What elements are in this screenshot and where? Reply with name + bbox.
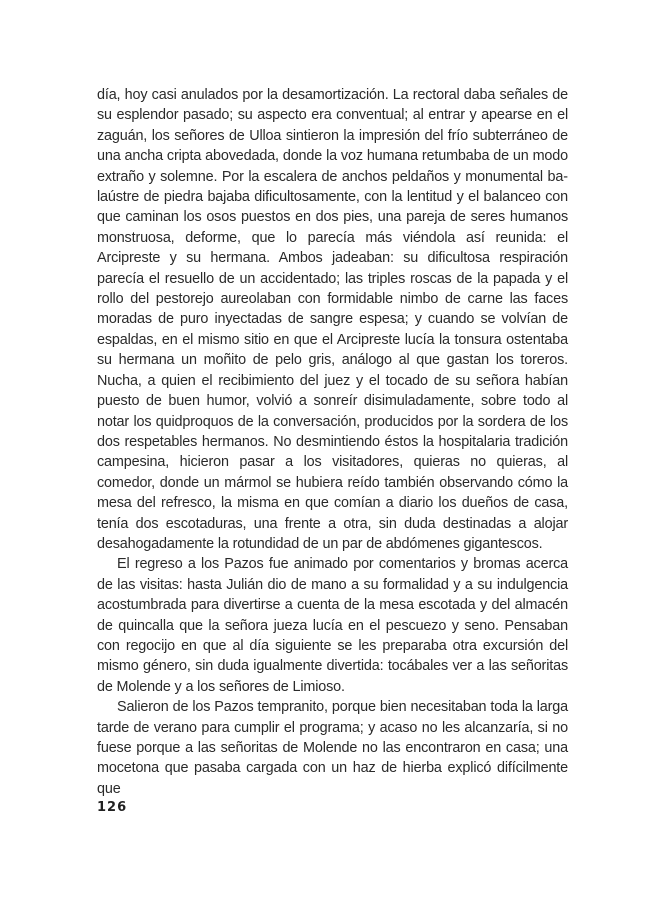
paragraph-3: Salieron de los Pazos tempranito, porque bien necesitaban toda la larga tarde de verano para cumplir el programa; y acaso no les alcanzaría, si no fuese porque a las señoritas de Molende no las encontraron en casa; una mocetona que pasaba cargada con un haz de hierba explicó difícilmente que bbox=[97, 699, 568, 797]
page-number: 126 bbox=[97, 800, 128, 815]
paragraph-1: día, hoy casi anulados por la desamortización. La rectoral daba señales de su esplendor pasado; su aspecto era conventual; al entrar y apearse en el zaguán, los señores de Ulloa sintieron la impresión del frío subterráneo de una ancha cripta abovedada, donde la voz humana retumbaba de un modo extraño y solemne. Por la escalera de anchos peldaños y monumental balaústre de piedra bajaba dificultosamente, con la lentitud y el balanceo con que caminan los osos puestos en dos pies, una pareja de seres humanos monstruosa, deforme, que lo parecía más viéndola así reunida: el Arcipreste y su hermana. Ambos jadeaban: su dificultosa respiración parecía el resuello de un accidentado; las triples roscas de la papada y el rollo del pestorejo aureolaban con formidable nimbo de carne las faces moradas de puro inyectadas de sangre espesa; y cuando se volvían de espaldas, en el mismo sitio en que el Arcipreste lucía la tonsura ostentaba su hermana un moñito de pelo gris, análogo al que gastan los toreros. Nucha, a quien el recibimiento del juez y el tocado de su señora habían puesto de buen humor, volvió a sonreír disimuladamente, sobre todo al notar los quidproquos de la conversación, producidos por la sordera de los dos respetables hermanos. No desmintiendo éstos la hospitalaria tradición campesina, hicieron pasar a los visitadores, quieras no quieras, al comedor, donde un mármol se hubiera reído también observando cómo la mesa del refresco, la misma en que comían a diario los dueños de casa, tenía dos escotaduras, una frente a otra, sin duda destinadas a alojar desahogadamente la rotundidad de un par de abdómenes gigantescos. bbox=[97, 87, 568, 552]
body-text bbox=[97, 85, 568, 799]
paragraph-2: El regreso a los Pazos fue animado por comentarios y bromas acerca de las visitas: hasta Julián dio de mano a su formalidad y a su indulgencia acostumbrada para divertirse a cuenta de la mesa escotada y del almacén de quincalla que la señora jueza lucía en el pescuezo y seno. Pensaban con regocijo en que al día siguiente se les preparaba otra excursión del mismo género, sin duda igualmente divertida: tocábales ver a las señoritas de Molende y a los señores de Limioso. bbox=[97, 556, 568, 695]
